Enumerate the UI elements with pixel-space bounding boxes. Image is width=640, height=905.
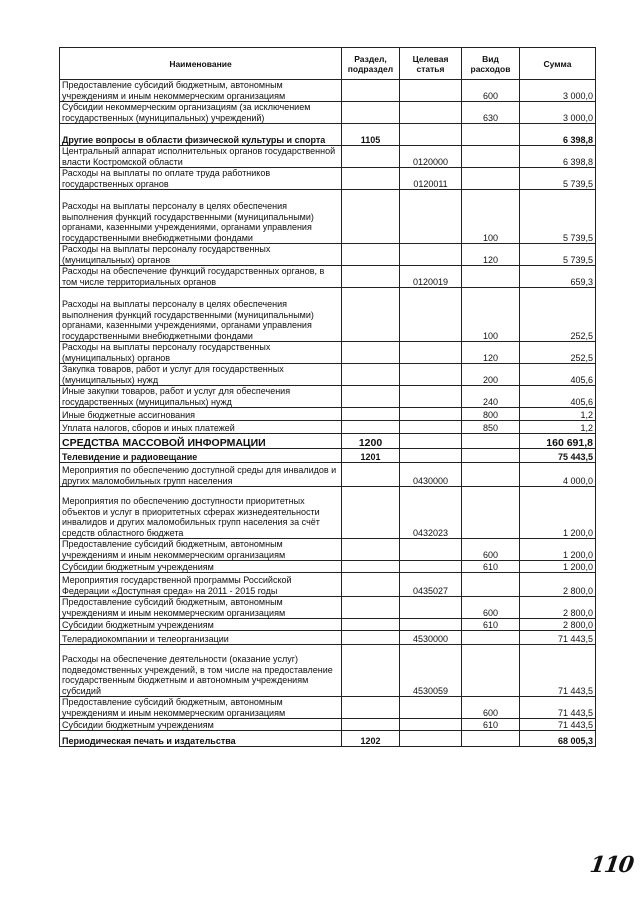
row-target [400,124,462,146]
row-section [342,631,400,645]
table-row [60,288,596,342]
row-name: Субсидии бюджетным учреждениям [60,719,342,731]
table-row [60,697,596,719]
row-sum: 71 443,5 [520,697,596,719]
row-section [342,266,400,288]
row-target: 0120011 [400,168,462,190]
row-sum: 1,2 [520,408,596,421]
row-type: 120 [462,244,520,266]
row-name: Субсидии бюджетным учреждениям [60,619,342,631]
row-type: 610 [462,561,520,573]
row-type [462,146,520,168]
row-type [462,266,520,288]
row-target [400,364,462,386]
row-section [342,190,400,244]
budget-table [59,47,596,747]
row-target [400,244,462,266]
table-row [60,146,596,168]
row-type [462,449,520,463]
row-sum: 71 443,5 [520,719,596,731]
header-section: Раздел, подраздел [342,48,400,80]
row-section [342,645,400,697]
table-row [60,719,596,731]
row-sum: 1,2 [520,421,596,434]
row-sum: 5 739,5 [520,244,596,266]
row-section [342,463,400,487]
row-type: 120 [462,342,520,364]
row-name: Предоставление субсидий бюджетным, автономным учреждениям и иным некоммерческим организациям [60,597,342,619]
row-sum: 1 200,0 [520,539,596,561]
row-sum: 5 739,5 [520,168,596,190]
row-name: Субсидии некоммерческим организациям (за исключением государственных (муниципальных) учреждений) [60,102,342,124]
row-name: Расходы на выплаты персоналу государственных (муниципальных) органов [60,244,342,266]
row-target [400,421,462,434]
row-type: 200 [462,364,520,386]
row-target [400,408,462,421]
row-target: 0430000 [400,463,462,487]
row-sum: 3 000,0 [520,102,596,124]
row-sum: 160 691,8 [520,434,596,449]
table-row [60,244,596,266]
table-row [60,573,596,597]
row-name: Расходы на выплаты персоналу в целях обеспечения выполнения функций государственными (муниципальными) органами, казенными учреждениями, органами управления государственными внебюджетными фондами [60,288,342,342]
row-target [400,561,462,573]
row-type: 600 [462,539,520,561]
row-type [462,168,520,190]
row-target: 4530059 [400,645,462,697]
row-section [342,342,400,364]
row-name: Мероприятия государственной программы Российской Федерации «Доступная среда» на 2011 - 2015 годы [60,573,342,597]
row-section: 1200 [342,434,400,449]
row-type [462,487,520,539]
row-sum: 4 000,0 [520,463,596,487]
row-sum: 405,6 [520,386,596,408]
row-section [342,364,400,386]
header-type: Вид расходов [462,48,520,80]
row-section [342,561,400,573]
row-target: 0432023 [400,487,462,539]
row-name: Расходы на обеспечение деятельности (оказание услуг) подведомственных учреждений, в том числе на предоставление государственным бюджетным и автономным учреждениям субсидий [60,645,342,697]
row-name: Закупка товаров, работ и услуг для государственных (муниципальных) нужд [60,364,342,386]
row-type [462,631,520,645]
row-type [462,731,520,747]
row-sum: 5 739,5 [520,190,596,244]
table-row [60,597,596,619]
row-name: Предоставление субсидий бюджетным, автономным учреждениям и иным некоммерческим организациям [60,697,342,719]
row-name: Уплата налогов, сборов и иных платежей [60,421,342,434]
row-sum: 405,6 [520,364,596,386]
table-row [60,80,596,102]
table-row [60,539,596,561]
row-section [342,619,400,631]
row-type: 610 [462,619,520,631]
row-sum: 252,5 [520,288,596,342]
row-type [462,573,520,597]
row-section [342,697,400,719]
table-row [60,342,596,364]
row-type [462,434,520,449]
row-sum: 75 443,5 [520,449,596,463]
row-sum: 252,5 [520,342,596,364]
row-name: Субсидии бюджетным учреждениям [60,561,342,573]
row-name: СРЕДСТВА МАССОВОЙ ИНФОРМАЦИИ [60,434,342,449]
row-section [342,146,400,168]
row-section: 1201 [342,449,400,463]
row-type: 240 [462,386,520,408]
row-sum: 3 000,0 [520,80,596,102]
row-type: 600 [462,697,520,719]
page-number: 110 [588,852,635,878]
table-row [60,266,596,288]
row-name: Расходы на выплаты персоналу государственных (муниципальных) органов [60,342,342,364]
row-sum: 6 398,8 [520,124,596,146]
row-section [342,487,400,539]
row-name: Иные закупки товаров, работ и услуг для обеспечения государственных (муниципальных) нужд [60,386,342,408]
table-row [60,561,596,573]
row-section [342,168,400,190]
row-type: 850 [462,421,520,434]
table-header-row [60,48,596,80]
row-target [400,434,462,449]
row-target [400,449,462,463]
table-row [60,102,596,124]
table-body [60,80,596,747]
row-sum: 2 800,0 [520,619,596,631]
row-type: 630 [462,102,520,124]
row-section [342,244,400,266]
row-sum: 6 398,8 [520,146,596,168]
row-type: 600 [462,597,520,619]
row-type [462,463,520,487]
row-name: Мероприятия по обеспечению доступности приоритетных объектов и услуг в приоритетных сферах жизнедеятельности инвалидов и других маломобильных групп населения за счёт средств областного бюджета [60,487,342,539]
row-name: Другие вопросы в области физической культуры и спорта [60,124,342,146]
row-name: Мероприятия по обеспечению доступной среды для инвалидов и других маломобильных групп населения [60,463,342,487]
row-name: Расходы на выплаты персоналу в целях обеспечения выполнения функций государственными (муниципальными) органами, казенными учреждениями, органами управления государственными внебюджетными фондами [60,190,342,244]
row-name: Телерадиокомпании и телеорганизации [60,631,342,645]
row-section [342,386,400,408]
row-type: 100 [462,288,520,342]
row-section: 1202 [342,731,400,747]
row-sum: 68 005,3 [520,731,596,747]
row-sum: 1 200,0 [520,561,596,573]
header-target: Целевая статья [400,48,462,80]
row-type: 610 [462,719,520,731]
row-target [400,80,462,102]
row-section [342,573,400,597]
row-section [342,288,400,342]
row-name: Расходы на обеспечение функций государственных органов, в том числе территориальных органов [60,266,342,288]
row-section [342,102,400,124]
row-target [400,731,462,747]
row-section [342,80,400,102]
row-target [400,539,462,561]
row-sum: 71 443,5 [520,645,596,697]
row-section [342,408,400,421]
table-row [60,487,596,539]
row-type [462,645,520,697]
table-row [60,364,596,386]
row-section [342,421,400,434]
row-name: Предоставление субсидий бюджетным, автономным учреждениям и иным некоммерческим организациям [60,539,342,561]
table-row [60,408,596,421]
row-target [400,386,462,408]
table-row [60,124,596,146]
row-section [342,719,400,731]
table-row [60,731,596,747]
row-target [400,288,462,342]
row-name: Расходы на выплаты по оплате труда работников государственных органов [60,168,342,190]
row-target: 4530000 [400,631,462,645]
header-name: Наименование [60,48,342,80]
row-sum: 71 443,5 [520,631,596,645]
row-sum: 2 800,0 [520,573,596,597]
row-target [400,597,462,619]
row-target [400,619,462,631]
table-row [60,645,596,697]
row-section [342,539,400,561]
row-type: 100 [462,190,520,244]
table-row [60,463,596,487]
row-name: Центральный аппарат исполнительных органов государственной власти Костромской области [60,146,342,168]
row-sum: 1 200,0 [520,487,596,539]
row-target [400,342,462,364]
table-row [60,421,596,434]
row-target [400,190,462,244]
table-row [60,449,596,463]
row-target [400,102,462,124]
row-sum: 659,3 [520,266,596,288]
table-row [60,168,596,190]
row-section [342,597,400,619]
row-target [400,719,462,731]
row-target [400,697,462,719]
row-name: Периодическая печать и издательства [60,731,342,747]
row-type [462,124,520,146]
row-sum: 2 800,0 [520,597,596,619]
row-target: 0120000 [400,146,462,168]
table-row [60,190,596,244]
header-sum: Сумма [520,48,596,80]
row-type: 600 [462,80,520,102]
row-section: 1105 [342,124,400,146]
table-row [60,631,596,645]
row-name: Иные бюджетные ассигнования [60,408,342,421]
row-name: Предоставление субсидий бюджетным, автономным учреждениям и иным некоммерческим организациям [60,80,342,102]
row-target: 0120019 [400,266,462,288]
table-row [60,386,596,408]
table-row [60,619,596,631]
row-name: Телевидение и радиовещание [60,449,342,463]
row-type: 800 [462,408,520,421]
table-row [60,434,596,449]
row-target: 0435027 [400,573,462,597]
